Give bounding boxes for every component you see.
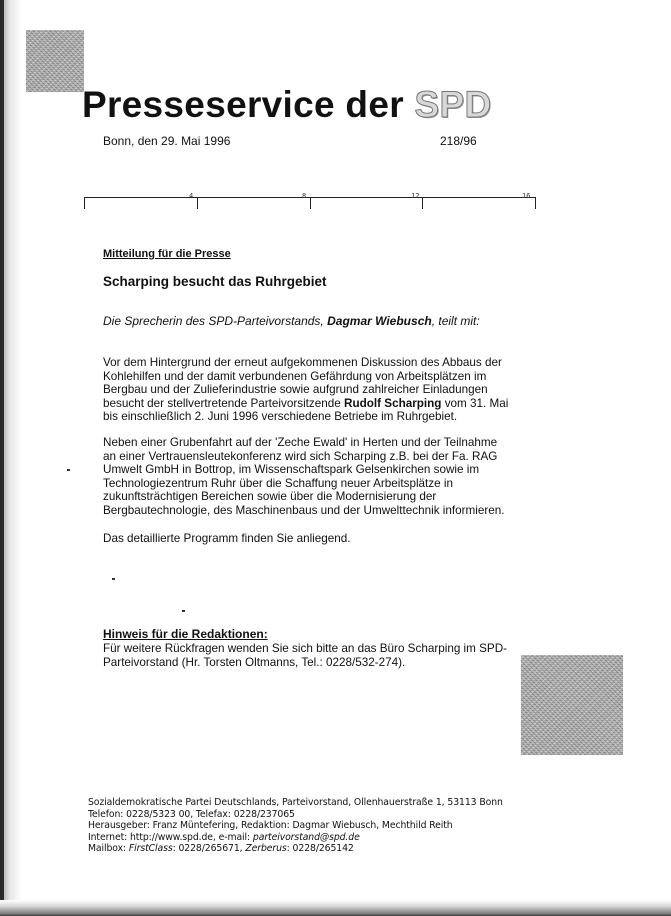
scan-speck: [112, 578, 115, 580]
politician-name: Rudolf Scharping: [344, 396, 442, 410]
footer-text: : 0228/265142: [286, 843, 354, 854]
letterhead-footer: [88, 797, 503, 855]
ruler-mark: 12: [411, 192, 420, 200]
scan-shadow-bottom: [0, 900, 671, 916]
press-release-label: Mitteilung für die Presse: [103, 248, 231, 260]
ruler-mark: 8: [302, 192, 307, 200]
body-paragraph-1: [103, 356, 528, 424]
location-date: Bonn, den 29. Mai 1996: [103, 134, 231, 148]
editorial-note: [103, 642, 528, 669]
scan-speck: [67, 469, 70, 471]
body-paragraph-3: [103, 532, 528, 546]
paragraph-line: Bergbau und der Zulieferindustrie sowie aufgrund zahlreicher Einladungen: [103, 383, 488, 396]
ruler-tick: [310, 198, 311, 209]
footer-mailbox-firstclass: FirstClass: [128, 843, 173, 854]
line-text: vom 31. Mai: [444, 396, 509, 410]
paragraph-line: [103, 397, 528, 411]
footer-text: Mailbox:: [88, 843, 129, 854]
ruler-tick: [84, 198, 85, 209]
paragraph-line: Parteivorstand (Hr. Torsten Oltmanns, Tel.: 0228/532-274).: [103, 655, 406, 669]
spd-logo-text: SPD: [414, 84, 492, 125]
editorial-note-title: Hinweis für die Redaktionen:: [103, 627, 268, 641]
paragraph-line: Umwelt GmbH in Bottrop, im Wissenschaftspark Gelsenkirchen sowie im: [103, 463, 480, 476]
paragraph-line: zukunftsträchtigen Bereichen sowie über die Modernisierung der: [103, 490, 437, 503]
paragraph-line: Kohlehilfen und der damit verbundenen Gefährdung von Arbeitsplätzen im: [103, 369, 487, 383]
paragraph-line: Neben einer Grubenfahrt auf der 'Zeche Ewald' in Herten und der Teilnahme: [103, 436, 498, 449]
paragraph-line: Technologiezentrum Ruhr über die Schaffung neuer Arbeitsplätze in: [103, 476, 453, 490]
footer-line: [88, 843, 503, 855]
footer-mailbox-zerberus: Zerberus: [245, 843, 287, 854]
scan-edge-left: [0, 0, 4, 916]
intro-prefix: Die Sprecherin des SPD-Parteivorstands,: [103, 314, 324, 328]
letterhead-title: [82, 84, 492, 126]
footer-text: : 0228/265671,: [172, 843, 246, 854]
intro-suffix: , teilt mit:: [431, 314, 480, 328]
paragraph-line: Das detaillierte Programm finden Sie anliegend.: [103, 532, 351, 545]
ruler-tick: [422, 198, 423, 209]
release-headline: Scharping besucht das Ruhrgebiet: [103, 274, 327, 289]
footer-email: parteivorstand@spd.de: [252, 831, 360, 843]
paragraph-line: Für weitere Rückfragen wenden Sie sich bitte an das Büro Scharping im SPD-: [103, 642, 508, 655]
ruler-mark: 4: [189, 192, 194, 200]
release-number: 218/96: [440, 134, 477, 148]
scan-noise-patch: [26, 30, 84, 92]
title-text: Presseservice der: [82, 84, 404, 125]
release-intro: [103, 314, 480, 328]
paragraph-line: Vor dem Hintergrund der erneut aufgekommenen Diskussion des Abbaus der: [103, 356, 502, 369]
ruler-tick: [535, 198, 536, 209]
scan-noise-patch: [521, 655, 623, 755]
line-text: besucht der stellvertretende Parteivorsitzende: [103, 396, 341, 410]
spokesperson-name: Dagmar Wiebusch: [327, 314, 432, 328]
footer-line: Herausgeber: Franz Müntefering, Redaktion: Dagmar Wiebusch, Mechthild Reith: [88, 820, 453, 831]
scan-speck: [182, 610, 185, 612]
ruler-tick: [197, 198, 198, 209]
paragraph-line: an einer Vertrauensleutekonferenz wird sich Scharping z.B. bei der Fa. RAG: [103, 449, 498, 463]
paragraph-line: Bergbautechnologie, des Maschinenbaus und der Umwelttechnik informieren.: [103, 503, 505, 517]
footer-text: Internet: http://www.spd.de, e-mail:: [88, 831, 253, 843]
footer-line: Telefon: 0228/5323 00, Telefax: 0228/237065: [88, 808, 295, 820]
paragraph-line: bis einschließlich 2. Juni 1996 verschiedene Betriebe im Ruhrgebiet.: [103, 410, 458, 423]
body-paragraph-2: [103, 436, 528, 517]
ruler-mark: 16: [522, 192, 531, 200]
footer-line: Sozialdemokratische Partei Deutschlands, Parteivorstand, Ollenhauerstraße 1, 53113 Bonn: [88, 797, 503, 808]
typewriter-ruler: [84, 192, 536, 210]
footer-line: [88, 832, 503, 844]
